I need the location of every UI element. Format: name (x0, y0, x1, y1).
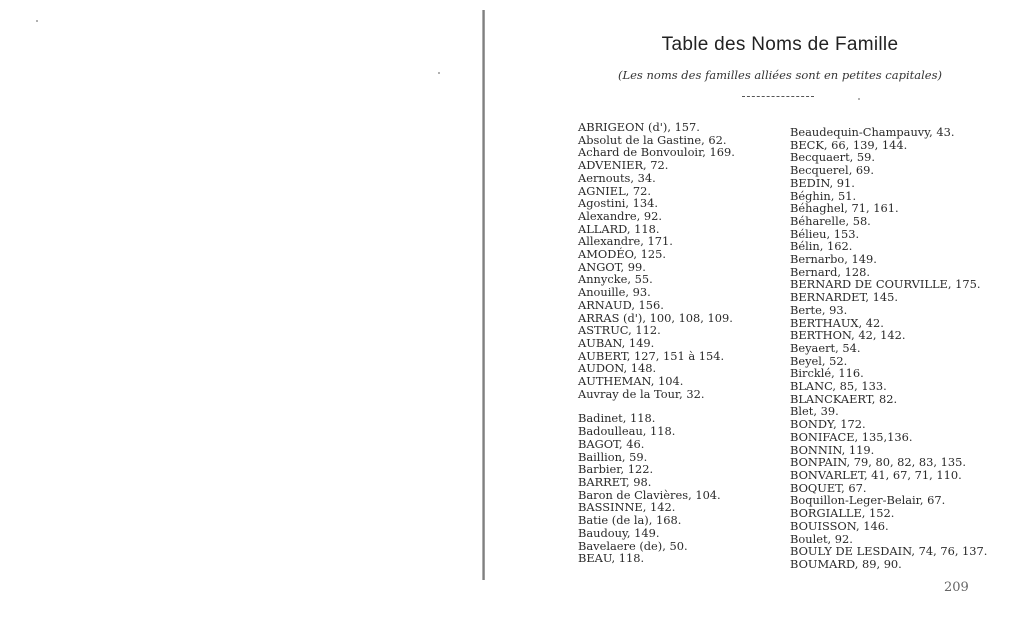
index-entry: BERTHAUX, 42. (790, 315, 884, 330)
index-entry: Béharelle, 58. (790, 213, 871, 228)
page-number: 209 (944, 580, 969, 595)
index-entry: Alexandre, 92. (578, 208, 662, 223)
index-entry: BOUMARD, 89, 90. (790, 556, 902, 571)
index-entry: Absolut de la Gastine, 62. (578, 132, 727, 147)
index-entry: AUBERT, 127, 151 à 154. (578, 348, 725, 363)
index-entry: BEAU, 118. (578, 551, 645, 566)
index-entry: BERNARDET, 145. (790, 290, 899, 305)
right-index-column (790, 126, 987, 571)
title-divider (742, 96, 814, 97)
index-entry: ANGOT, 99. (578, 259, 646, 274)
index-entry: BLANC, 85, 133. (790, 379, 887, 394)
paper-speck (36, 20, 38, 22)
index-entry: Bircklé, 116. (790, 366, 864, 381)
index-entry: ARNAUD, 156. (578, 297, 664, 312)
index-entry: BONDY, 172. (790, 417, 866, 432)
index-entry: Berte, 93. (790, 302, 848, 317)
index-entry: Baillion, 59. (578, 449, 648, 464)
index-entry: Annycke, 55. (578, 272, 653, 287)
index-entry: Anouille, 93. (578, 285, 651, 300)
index-entry: Agostini, 134. (578, 196, 659, 211)
book-spine (482, 10, 485, 580)
index-entry: BARRET, 98. (578, 474, 652, 489)
index-entry: ABRIGEON (d'), 157. (578, 120, 700, 134)
index-entry: BOQUET, 67. (790, 480, 867, 495)
index-entry: Baron de Clavières, 104. (578, 487, 721, 502)
index-entry: Auvray de la Tour, 32. (578, 386, 705, 401)
index-entry: BONNIN, 119. (790, 442, 875, 457)
index-entry: ADVENIER, 72. (578, 158, 669, 173)
index-entry: Badinet, 118. (578, 411, 656, 426)
index-entry: AGNIEL, 72. (578, 183, 652, 198)
index-entry: Barbier, 122. (578, 462, 654, 477)
index-entry: BOUISSON, 146. (790, 518, 889, 533)
index-entry: AUDON, 148. (578, 361, 657, 376)
index-entry: ARRAS (d'), 100, 108, 109. (578, 310, 733, 325)
index-entry: Boulet, 92. (790, 531, 853, 546)
index-entry: Beyaert, 54. (790, 340, 861, 355)
index-entry: Bernard, 128. (790, 264, 871, 279)
index-entry: Beaudequin-Champauvy, 43. (790, 125, 955, 139)
index-entry: AUTHEMAN, 104. (578, 374, 684, 389)
index-entry: Bernarbo, 149. (790, 252, 877, 267)
index-entry: Aernouts, 34. (578, 170, 656, 185)
index-entry: BERNARD DE COURVILLE, 175. (790, 277, 981, 292)
index-entry: AMODÉO, 125. (578, 247, 666, 262)
index-entry: Allexandre, 171. (578, 234, 673, 249)
index-entry: BAGOT, 46. (578, 436, 645, 451)
paper-speck (438, 72, 440, 74)
index-entry: BERTHON, 42, 142. (790, 328, 906, 343)
index-entry: Batie (de la), 168. (578, 513, 682, 528)
index-entry: BOULY DE LESDAIN, 74, 76, 137. (790, 544, 988, 559)
index-entry: BONPAIN, 79, 80, 82, 83, 135. (790, 455, 967, 470)
index-entry: BASSINNE, 142. (578, 500, 676, 515)
paper-speck (858, 98, 860, 100)
index-entry: AUBAN, 149. (578, 335, 655, 350)
index-entry: Badoulleau, 118. (578, 424, 676, 439)
index-entry: ASTRUC, 112. (578, 323, 661, 338)
index-entry: Becquerel, 69. (790, 163, 875, 178)
index-entry: ALLARD, 118. (578, 221, 660, 236)
index-entry: Blet, 39. (790, 404, 839, 419)
index-entry: Béhaghel, 71, 161. (790, 201, 899, 216)
index-entry: Bélin, 162. (790, 239, 853, 254)
index-entry: BLANCKAERT, 82. (790, 391, 898, 406)
index-entry: BONIFACE, 135,136. (790, 429, 913, 444)
index-entry: Boquillon-Leger-Belair, 67. (790, 493, 946, 508)
index-entry: BECK, 66, 139, 144. (790, 137, 908, 152)
index-entry: Béghin, 51. (790, 188, 857, 203)
index-entry: BEDIN, 91. (790, 175, 855, 190)
page-subtitle: (Les noms des familles alliées sont en petites capitales) (618, 68, 942, 82)
index-entry: Baudouy, 149. (578, 525, 660, 540)
index-entry: BORGIALLE, 152. (790, 506, 895, 521)
index-entry: Becquaert, 59. (790, 150, 876, 165)
page-title: Table des Noms de Famille (661, 34, 899, 55)
index-entry: Achard de Bonvouloir, 169. (578, 145, 735, 160)
index-entry: Beyel, 52. (790, 353, 848, 368)
index-entry: BONVARLET, 41, 67, 71, 110. (790, 467, 962, 482)
index-entry: Bélieu, 153. (790, 226, 860, 241)
left-index-column (578, 121, 735, 565)
index-entry: Bavelaere (de), 50. (578, 538, 688, 553)
